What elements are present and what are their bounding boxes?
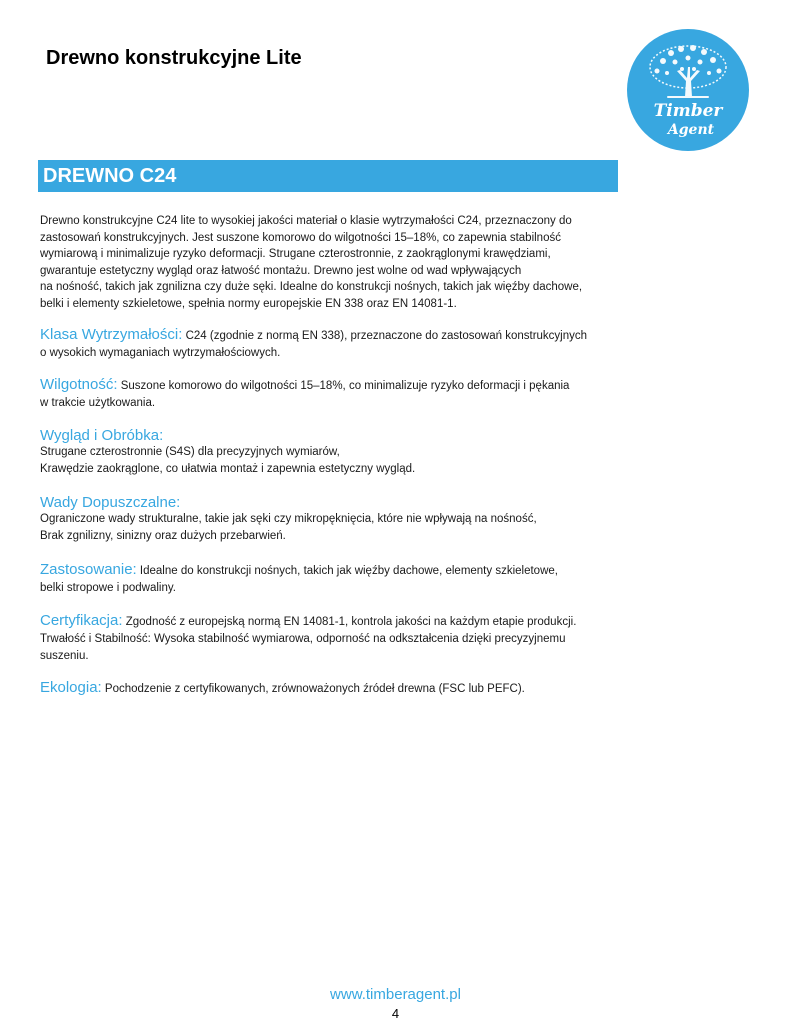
- section-text: Trwałość i Stabilność: Wysoka stabilność wymiarowa, odporność na odkształcenia dzięki precyzyjnemu: [40, 633, 566, 645]
- section-text: Pochodzenie z certyfikowanych, zrównoważonych źródeł drewna (FSC lub PEFC).: [101, 683, 525, 695]
- section-label: Ekologia:: [40, 679, 102, 696]
- intro-line: wymiarową i minimalizuje ryzyko deformacji. Strugane czterostronnie, z zaokrąglonymi krawędziami,: [40, 248, 551, 260]
- section-text: Krawędzie zaokrąglone, co ułatwia montaż i zapewnia estetyczny wygląd.: [40, 463, 416, 475]
- section-ekologia: [40, 679, 615, 698]
- website-link[interactable]: www.timberagent.pl: [330, 986, 461, 1003]
- banner-title: DREWNO C24: [43, 165, 177, 187]
- section-text: o wysokich wymaganiach wytrzymałościowych.: [40, 347, 281, 359]
- intro-line: Drewno konstrukcyjne C24 lite to wysokiej jakości materiał o klasie wytrzymałości C24, przeznaczony do: [40, 215, 572, 227]
- section-text: Strugane czterostronnie (S4S) dla precyzyjnych wymiarów,: [40, 446, 340, 458]
- section-banner: [38, 160, 618, 192]
- section-certyfikacja: [40, 612, 615, 665]
- section-label: Klasa Wytrzymałości:: [40, 326, 183, 343]
- section-label: Wilgotność:: [40, 376, 118, 393]
- intro-line: na nośność, takich jak zgnilizna czy duże sęki. Idealne do konstrukcji nośnych, takich jak więźby dachowe,: [40, 281, 583, 293]
- page-number: 4: [391, 1006, 400, 1021]
- section-text: belki stropowe i podwaliny.: [40, 582, 176, 594]
- section-label: Certyfikacja:: [40, 612, 123, 629]
- page-title: Drewno konstrukcyjne Lite: [46, 47, 302, 69]
- section-label: Wygląd i Obróbka:: [40, 427, 164, 444]
- section-text: w trakcie użytkowania.: [40, 397, 156, 409]
- section-wyglad: [40, 427, 615, 478]
- section-text: Brak zgnilizny, sinizny oraz dużych przebarwień.: [40, 530, 286, 542]
- section-text: Ograniczone wady strukturalne, takie jak sęki czy mikropęknięcia, które nie wpływają na nośność,: [40, 513, 537, 525]
- timber-agent-logo: [627, 29, 749, 151]
- section-klasa: [40, 326, 615, 362]
- section-wady: [40, 494, 615, 545]
- intro-line: gwarantuje estetyczny wygląd oraz łatwość montażu. Drewno jest wolne od wad wpływających: [40, 264, 522, 277]
- logo-line1: Timber: [653, 101, 723, 121]
- intro-line: zastosowań konstrukcyjnych. Jest suszone komorowo do wilgotności 15–18%, co zapewnia stabilność: [40, 231, 561, 244]
- logo-line2: Agent: [667, 122, 715, 138]
- intro-line: belki i elementy szkieletowe, spełnia normy europejskie EN 338 oraz EN 14081-1.: [40, 297, 457, 310]
- section-wilgotnosc: [40, 376, 615, 412]
- section-text: C24 (zgodnie z normą EN 338), przeznaczone do zastosowań konstrukcyjnych: [182, 330, 588, 342]
- section-text: Zgodność z europejską normą EN 14081-1, kontrola jakości na każdym etapie produkcji.: [122, 616, 577, 628]
- section-label: Wady Dopuszczalne:: [40, 494, 181, 511]
- section-text: Suszone komorowo do wilgotności 15–18%, co minimalizuje ryzyko deformacji i pękania: [117, 380, 570, 392]
- section-text: Idealne do konstrukcji nośnych, takich jak więźby dachowe, elementy szkieletowe,: [136, 565, 558, 577]
- section-zastosowanie: [40, 561, 615, 597]
- section-text: suszeniu.: [40, 650, 89, 662]
- section-label: Zastosowanie:: [40, 561, 137, 578]
- intro-paragraph: [40, 213, 615, 312]
